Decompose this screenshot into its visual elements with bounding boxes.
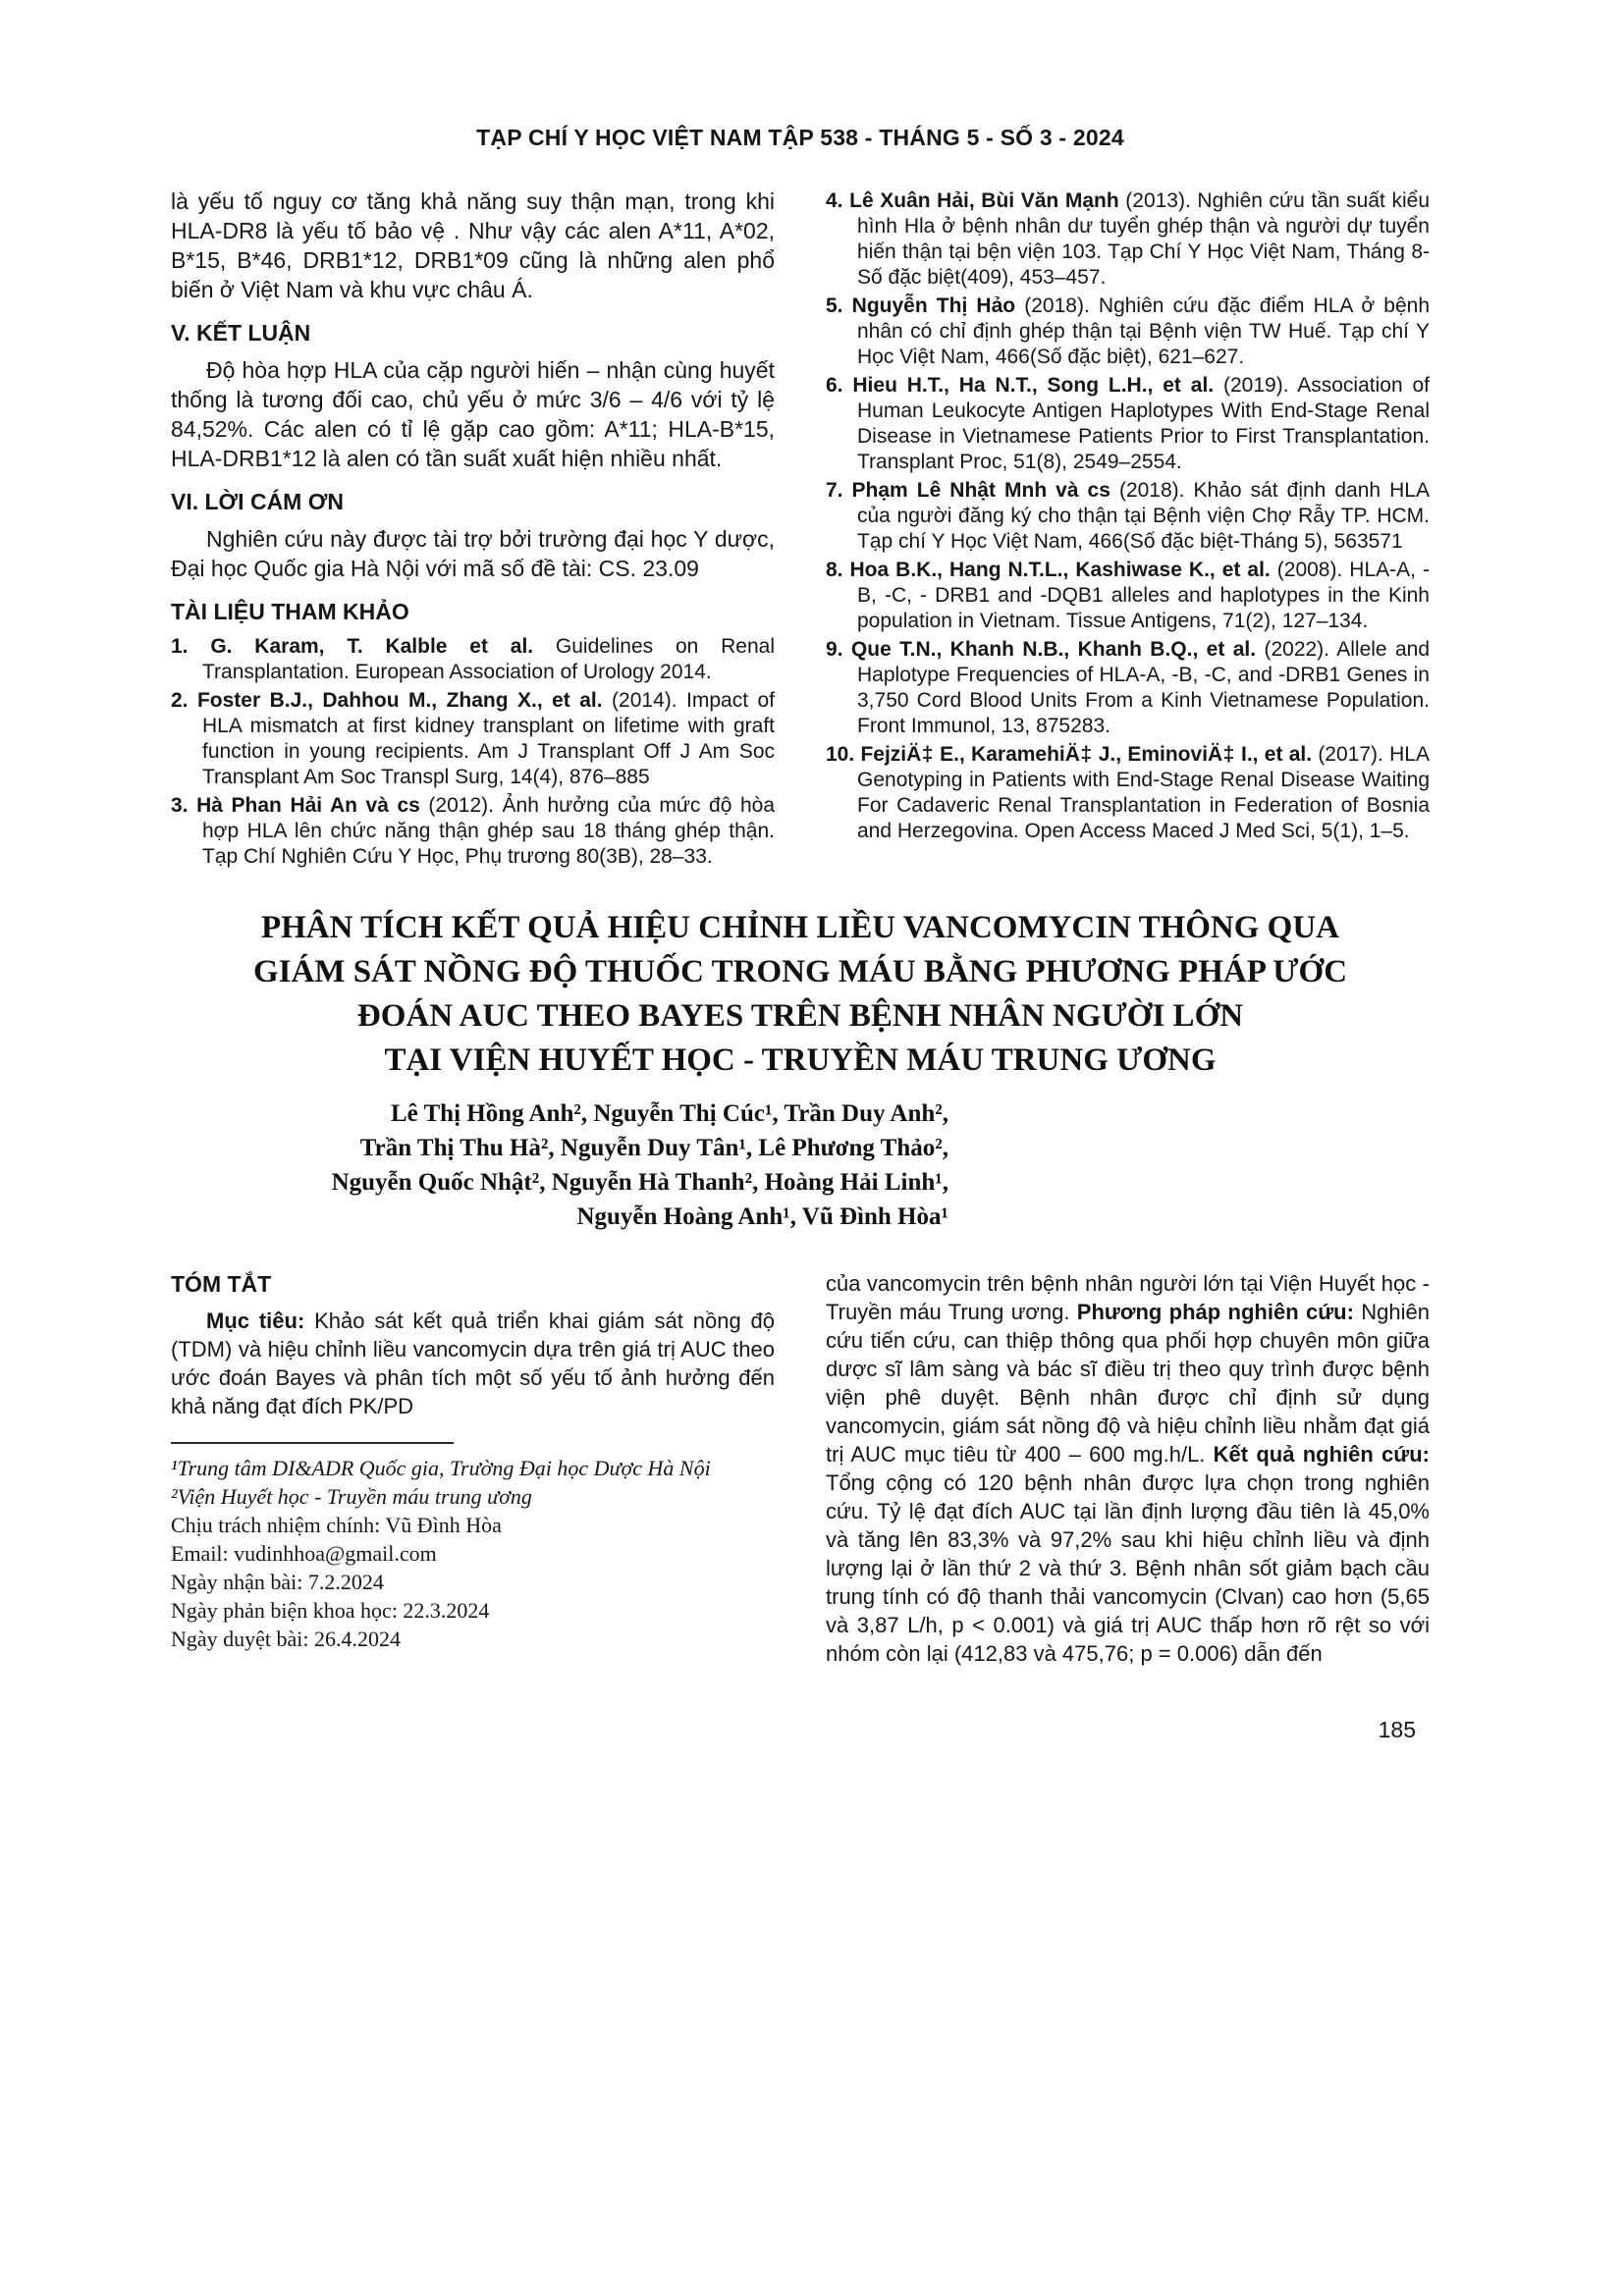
abstract-continuation-text: của vancomycin trên bệnh nhân người lớn tại Viện Huyết học - Truyền máu Trung ương. xyxy=(826,1271,1430,1324)
reference-item xyxy=(826,373,1430,475)
footnote-review-date: Ngày phản biện khoa học: 22.3.2024 xyxy=(171,1598,490,1623)
reference-number: 5. xyxy=(826,294,843,317)
results-label: Kết quả nghiên cứu: xyxy=(1213,1442,1430,1467)
footnote-corresponding-author: Chịu trách nhiệm chính: Vũ Đình Hòa xyxy=(171,1513,502,1537)
reference-authors: FejziÄ‡ E., KaramehiÄ‡ J., EminoviÄ‡ I., et al. xyxy=(860,743,1313,766)
abstract-paragraph-right xyxy=(826,1269,1430,1668)
reference-authors: Hà Phan Hải An và cs xyxy=(196,794,420,817)
reference-item xyxy=(826,188,1430,291)
continuation-paragraph: là yếu tố nguy cơ tăng khả năng suy thận mạn, trong khi HLA-DR8 là yếu tố bảo vệ . Như vậy các alen A*11, A*02, B*15, B*46, DRB1*12, DRB1*09 cũng là những alen phổ biến ở Việt Nam và khu vực châu Á. xyxy=(171,188,775,302)
footnote-rule xyxy=(171,1442,454,1444)
abstract-heading: TÓM TẮT xyxy=(171,1271,272,1297)
reference-item xyxy=(826,558,1430,634)
objective-label: Mục tiêu: xyxy=(206,1308,305,1333)
article-authors xyxy=(171,1096,948,1234)
reference-item xyxy=(826,478,1430,555)
objective-text: Khảo sát kết quả triển khai giám sát nồng độ (TDM) và hiệu chỉnh liều vancomycin dựa trên giá trị AUC theo ước đoán Bayes và phân tích một số yếu tố ảnh hưởng đến khả năng đạt đích PK/PD xyxy=(171,1308,775,1418)
reference-item xyxy=(826,742,1430,844)
reference-number: 2. xyxy=(171,689,189,712)
reference-number: 7. xyxy=(826,479,843,502)
reference-item xyxy=(826,294,1430,370)
article-title xyxy=(171,906,1430,1083)
acknowledgement-text: Nghiên cứu này được tài trợ bởi trường đại học Y dược, Đại học Quốc gia Hà Nội với mã số đề tài: CS. 23.09 xyxy=(171,526,775,581)
reference-authors: Nguyễn Thị Hảo xyxy=(851,294,1016,317)
left-column xyxy=(171,187,775,873)
reference-number: 9. xyxy=(826,638,843,661)
results-text: Tổng cộng có 120 bệnh nhân được lựa chọn trong nghiên cứu. Tỷ lệ đạt đích AUC tại lần định lượng đầu tiên là 45,0% và tăng lên 83,3% và 97,2% sau khi hiệu chỉnh liều và định lượng lại ở lần thứ 2 và thứ 3. Bệnh nhân sốt giảm bạch cầu trung tính có độ thanh thải vancomycin (Clvan) cao hơn (5,65 và 3,87 L/h, p < 0.001) và giá trị AUC thấp hơn rõ rệt so với nhóm còn lại (412,83 và 475,76; p = 0.006) dẫn đến xyxy=(826,1470,1430,1666)
reference-authors: Foster B.J., Dahhou M., Zhang X., et al. xyxy=(196,689,603,712)
reference-item xyxy=(826,637,1430,739)
journal-running-header: TẠP CHÍ Y HỌC VIỆT NAM TẬP 538 - THÁNG 5 - SỐ 3 - 2024 xyxy=(476,125,1124,150)
article-title-line: TẠI VIỆN HUYẾT HỌC - TRUYỀN MÁU TRUNG ƯƠNG xyxy=(384,1042,1217,1078)
abstract-paragraph-left xyxy=(171,1307,775,1420)
reference-text: (2018). Nghiên cứu đặc điểm HLA ở bệnh nhân có chỉ định ghép thận tại Bệnh viện TW Huế. Tạp chí Y Học Việt Nam, 466(Số đặc biệt), 621–627. xyxy=(857,294,1431,368)
reference-number: 10. xyxy=(826,743,855,766)
acknowledgement-heading: VI. LỜI CÁM ƠN xyxy=(171,489,344,514)
footnote-accepted-date: Ngày duyệt bài: 26.4.2024 xyxy=(171,1627,402,1651)
methods-text: Nghiên cứu tiến cứu, can thiệp thông qua phối hợp chuyên môn giữa dược sĩ lâm sàng và bác sĩ điều trị theo quy trình được bệnh viện phê duyệt. Bệnh nhân được chỉ định sử dụng vancomycin, giám sát nồng độ và hiệu chỉnh liều nhằm đạt giá trị AUC mục tiêu từ 400 – 600 mg.h/L. xyxy=(826,1300,1430,1467)
conclusion-heading: V. KẾT LUẬN xyxy=(171,320,311,346)
reference-text: (2017). HLA Genotyping in Patients with End-Stage Renal Disease Waiting For Cadaveric Renal Transplantation in Federation of Bosnia and Herzegovina. Open Access Maced J Med Sci, 5(1), 1–5. xyxy=(857,743,1430,842)
author-line: Lê Thị Hồng Anh², Nguyễn Thị Cúc¹, Trần Duy Anh², xyxy=(390,1100,948,1127)
previous-article-section xyxy=(171,187,1430,873)
references-list-left xyxy=(171,634,775,870)
reference-text: (2012). Ảnh hưởng của mức độ hòa hợp HLA lên chức năng thận ghép sau 18 tháng ghép thận. Tạp Chí Nghiên Cứu Y Học, Phụ trương 80(3B), 28–33. xyxy=(202,794,775,868)
reference-item xyxy=(171,634,775,685)
abstract-left-column xyxy=(171,1269,775,1668)
references-heading: TÀI LIỆU THAM KHẢO xyxy=(171,599,409,624)
references-list-right xyxy=(826,188,1430,844)
author-line: Nguyễn Hoàng Anh¹, Vũ Đình Hòa¹ xyxy=(576,1203,948,1230)
author-line: Nguyễn Quốc Nhật², Nguyễn Hà Thanh², Hoàng Hải Linh¹, xyxy=(331,1169,948,1196)
footnote-affiliation-1: ¹Trung tâm DI&ADR Quốc gia, Trường Đại học Dược Hà Nội xyxy=(171,1456,711,1480)
reference-text: (2018). Khảo sát định danh HLA của người đăng ký cho thận tại Bệnh viện Chợ Rẫy TP. HCM. Tạp chí Y Học Việt Nam, 466(Số đặc biệt-Tháng 5), 563571 xyxy=(857,479,1430,553)
reference-item xyxy=(171,793,775,870)
reference-item xyxy=(171,688,775,790)
reference-text: (2019). Association of Human Leukocyte Antigen Haplotypes With End-Stage Renal Disease in Vietnamese Patients Prior to First Transplantation. Transplant Proc, 51(8), 2549–2554. xyxy=(857,374,1431,473)
article-title-line: GIÁM SÁT NỒNG ĐỘ THUỐC TRONG MÁU BẰNG PHƯƠNG PHÁP ƯỚC xyxy=(252,954,1348,989)
footnote-affiliation-2: ²Viện Huyết học - Truyền máu trung ương xyxy=(171,1484,532,1509)
reference-text: (2014). Impact of HLA mismatch at first kidney transplant on lifetime with graft function in young recipients. Am J Transplant Off J Am Soc Transplant Am Soc Transpl Surg, 14(4), 876–885 xyxy=(202,689,776,788)
reference-text: Guidelines on Renal Transplantation. European Association of Urology 2014. xyxy=(202,635,775,683)
article-title-line: ĐOÁN AUC THEO BAYES TRÊN BỆNH NHÂN NGƯỜI LỚN xyxy=(356,998,1244,1034)
reference-number: 1. xyxy=(171,635,189,658)
reference-number: 8. xyxy=(826,559,843,581)
reference-authors: Hieu H.T., Ha N.T., Song L.H., et al. xyxy=(852,374,1215,397)
reference-number: 4. xyxy=(826,189,843,212)
reference-number: 6. xyxy=(826,374,843,397)
reference-authors: Hoa B.K., Hang N.T.L., Kashiwase K., et al. xyxy=(849,559,1271,581)
methods-label: Phương pháp nghiên cứu: xyxy=(1076,1300,1354,1324)
reference-text: (2013). Nghiên cứu tần suất kiểu hình Hla ở bệnh nhân dư tuyển ghép thận và người dự tuyển hiến thận tại bện viện 103. Tạp Chí Y Học Việt Nam, Tháng 8-Số đặc biệt(409), 453–457. xyxy=(857,189,1430,289)
reference-authors: Phạm Lê Nhật Mnh và cs xyxy=(851,479,1110,502)
page-number: 185 xyxy=(1378,1717,1416,1742)
right-column xyxy=(826,187,1430,873)
article-title-line: PHÂN TÍCH KẾT QUẢ HIỆU CHỈNH LIỀU VANCOMYCIN THÔNG QUA xyxy=(260,910,1340,945)
reference-number: 3. xyxy=(171,794,189,817)
footnote-email: Email: vudinhhoa@gmail.com xyxy=(171,1541,437,1566)
abstract-section xyxy=(171,1269,1430,1668)
reference-authors: G. Karam, T. Kalble et al. xyxy=(210,635,534,658)
footnote-received-date: Ngày nhận bài: 7.2.2024 xyxy=(171,1570,384,1594)
reference-authors: Que T.N., Khanh N.B., Khanh B.Q., et al. xyxy=(850,638,1257,661)
reference-text: (2008). HLA-A, -B, -C, - DRB1 and -DQB1 alleles and haplotypes in the Kinh population in Vietnam. Tissue Antigens, 71(2), 127–134. xyxy=(857,559,1430,632)
reference-authors: Lê Xuân Hải, Bùi Văn Mạnh xyxy=(849,189,1119,212)
reference-text: (2022). Allele and Haplotype Frequencies of HLA-A, -B, -C, and -DRB1 Genes in 3,750 Cord Blood Units From a Kinh Vietnamese Population. Front Immunol, 13, 875283. xyxy=(857,638,1431,737)
abstract-right-column xyxy=(826,1269,1430,1668)
conclusion-text: Độ hòa hợp HLA của cặp người hiến – nhận cùng huyết thống là tương đối cao, chủ yếu ở mức 3/6 – 4/6 với tỷ lệ 84,52%. Các alen có tỉ lệ gặp cao gồm: A*11; HLA-B*15, HLA-DRB1*12 là alen có tần suất xuất hiện nhiều nhất. xyxy=(171,357,775,471)
author-line: Trần Thị Thu Hà², Nguyễn Duy Tân¹, Lê Phương Thảo², xyxy=(359,1135,948,1161)
footnote-block xyxy=(171,1442,775,1653)
